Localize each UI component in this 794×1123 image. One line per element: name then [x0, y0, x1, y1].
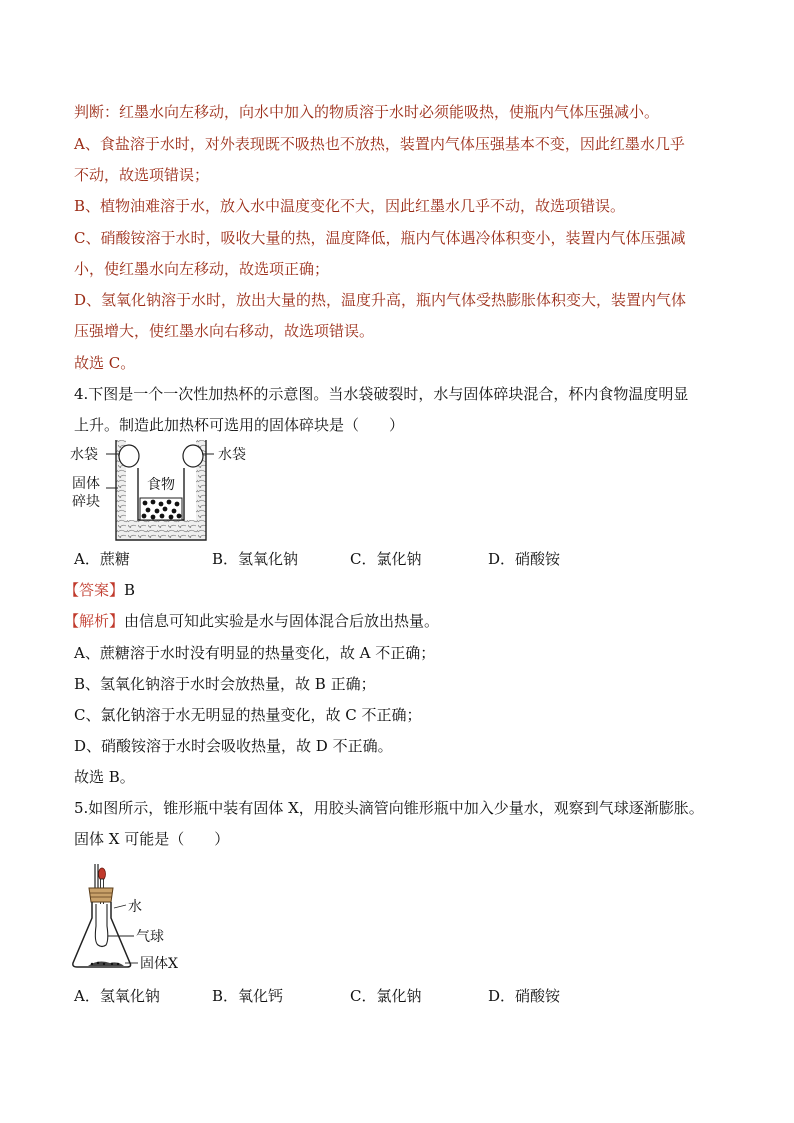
q4-analysis-d: D、硝酸铵溶于水时会吸收热量，故 D 不正确。 [74, 737, 393, 755]
rubber-stopper [89, 888, 113, 902]
q5-option-d[interactable]: D．硝酸铵 [488, 987, 561, 1005]
analysis-option-d-line1: D、氢氧化钠溶于水时，放出大量的热，温度升高，瓶内气体受热膨胀体积变大，装置内气体 [74, 291, 687, 309]
q4-option-d[interactable]: D．硝酸铵 [488, 550, 561, 568]
q4-answer [64, 580, 135, 600]
question-4-stem-line2: 上升。制造此加热杯可选用的固体碎块是（ ） [74, 416, 405, 434]
analysis-tag: 【解析】 [64, 612, 125, 630]
q5-option-c[interactable]: C．氯化钠 [350, 987, 422, 1005]
analysis-option-b: B、植物油难溶于水，放入水中温度变化不大，因此红墨水几乎不动，故选项错误。 [74, 197, 626, 215]
food-label: 食物 [147, 477, 175, 493]
balloon [95, 904, 107, 947]
q4-option-b[interactable]: B．氢氧化钠 [212, 550, 299, 568]
q5-option-a[interactable]: A．氢氧化钠 [74, 987, 160, 1005]
q4-option-c[interactable]: C．氯化钠 [350, 550, 422, 568]
water-bag-left-shape [119, 445, 139, 467]
q5-option-b[interactable]: B．氧化钙 [212, 987, 284, 1005]
solid-x-label: 固体X [140, 956, 178, 972]
analysis-option-c-line1: C、硝酸铵溶于水时，吸收大量的热，温度降低，瓶内气体遇冷体积变小，装置内气体压强减 [74, 229, 686, 247]
analysis-option-a-line2: 不动，故选项错误； [74, 166, 210, 184]
analysis-option-c-line2: 小，使红墨水向左移动，故选项正确； [74, 260, 330, 278]
conical-flask-figure [68, 860, 198, 975]
q4-analysis-a: A、蔗糖溶于水时没有明显的热量变化，故 A 不正确； [74, 644, 436, 662]
water-bag-right-shape [183, 445, 203, 467]
solid-pieces-label-line1: 固体 [72, 476, 100, 492]
q4-option-a[interactable]: A．蔗糖 [74, 550, 130, 568]
q4-analysis-intro [64, 611, 439, 631]
analysis-option-a-line1: A、食盐溶于水时，对外表现既不吸热也不放热，装置内气体压强基本不变，因此红墨水几乎 [74, 135, 685, 153]
analysis-option-d-line2: 压强增大，使红墨水向右移动，故选项错误。 [74, 322, 375, 340]
balloon-label: 气球 [136, 929, 164, 945]
water-label: 水 [128, 899, 142, 915]
analysis-judgement: 判断：红墨水向左移动，向水中加入的物质溶于水时必须能吸热，使瓶内气体压强减小。 [74, 103, 660, 121]
answer-tag: 【答案】 [64, 581, 125, 599]
water-bag-right-label: 水袋 [218, 447, 246, 463]
question-5-stem-line2: 固体 X 可能是（ ） [74, 830, 230, 848]
q4-analysis-b: B、氢氧化钠溶于水时会放热量，故 B 正确； [74, 675, 376, 693]
solid-pieces-label-line2: 碎块 [72, 494, 100, 510]
dropper-bulb [99, 868, 106, 880]
water-bag-left-label: 水袋 [70, 447, 98, 463]
heating-cup-figure [68, 438, 268, 546]
question-4-stem-line1: 4.下图是一个一次性加热杯的示意图。当水袋破裂时，水与固体碎块混合，杯内食物温度明显 [74, 385, 689, 403]
analysis-intro-text: 由信息可知此实验是水与固体混合后放出热量。 [124, 612, 440, 630]
question-5-stem-line1: 5.如图所示，锥形瓶中装有固体 X，用胶头滴管向锥形瓶中加入少量水，观察到气球逐渐膨胀。 [74, 799, 704, 817]
q4-choice: 故选 B。 [74, 768, 135, 786]
q4-analysis-c: C、氯化钠溶于水无明显的热量变化，故 C 不正确； [74, 706, 422, 724]
analysis-choice: 故选 C。 [74, 354, 136, 372]
answer-value: B [124, 581, 136, 599]
